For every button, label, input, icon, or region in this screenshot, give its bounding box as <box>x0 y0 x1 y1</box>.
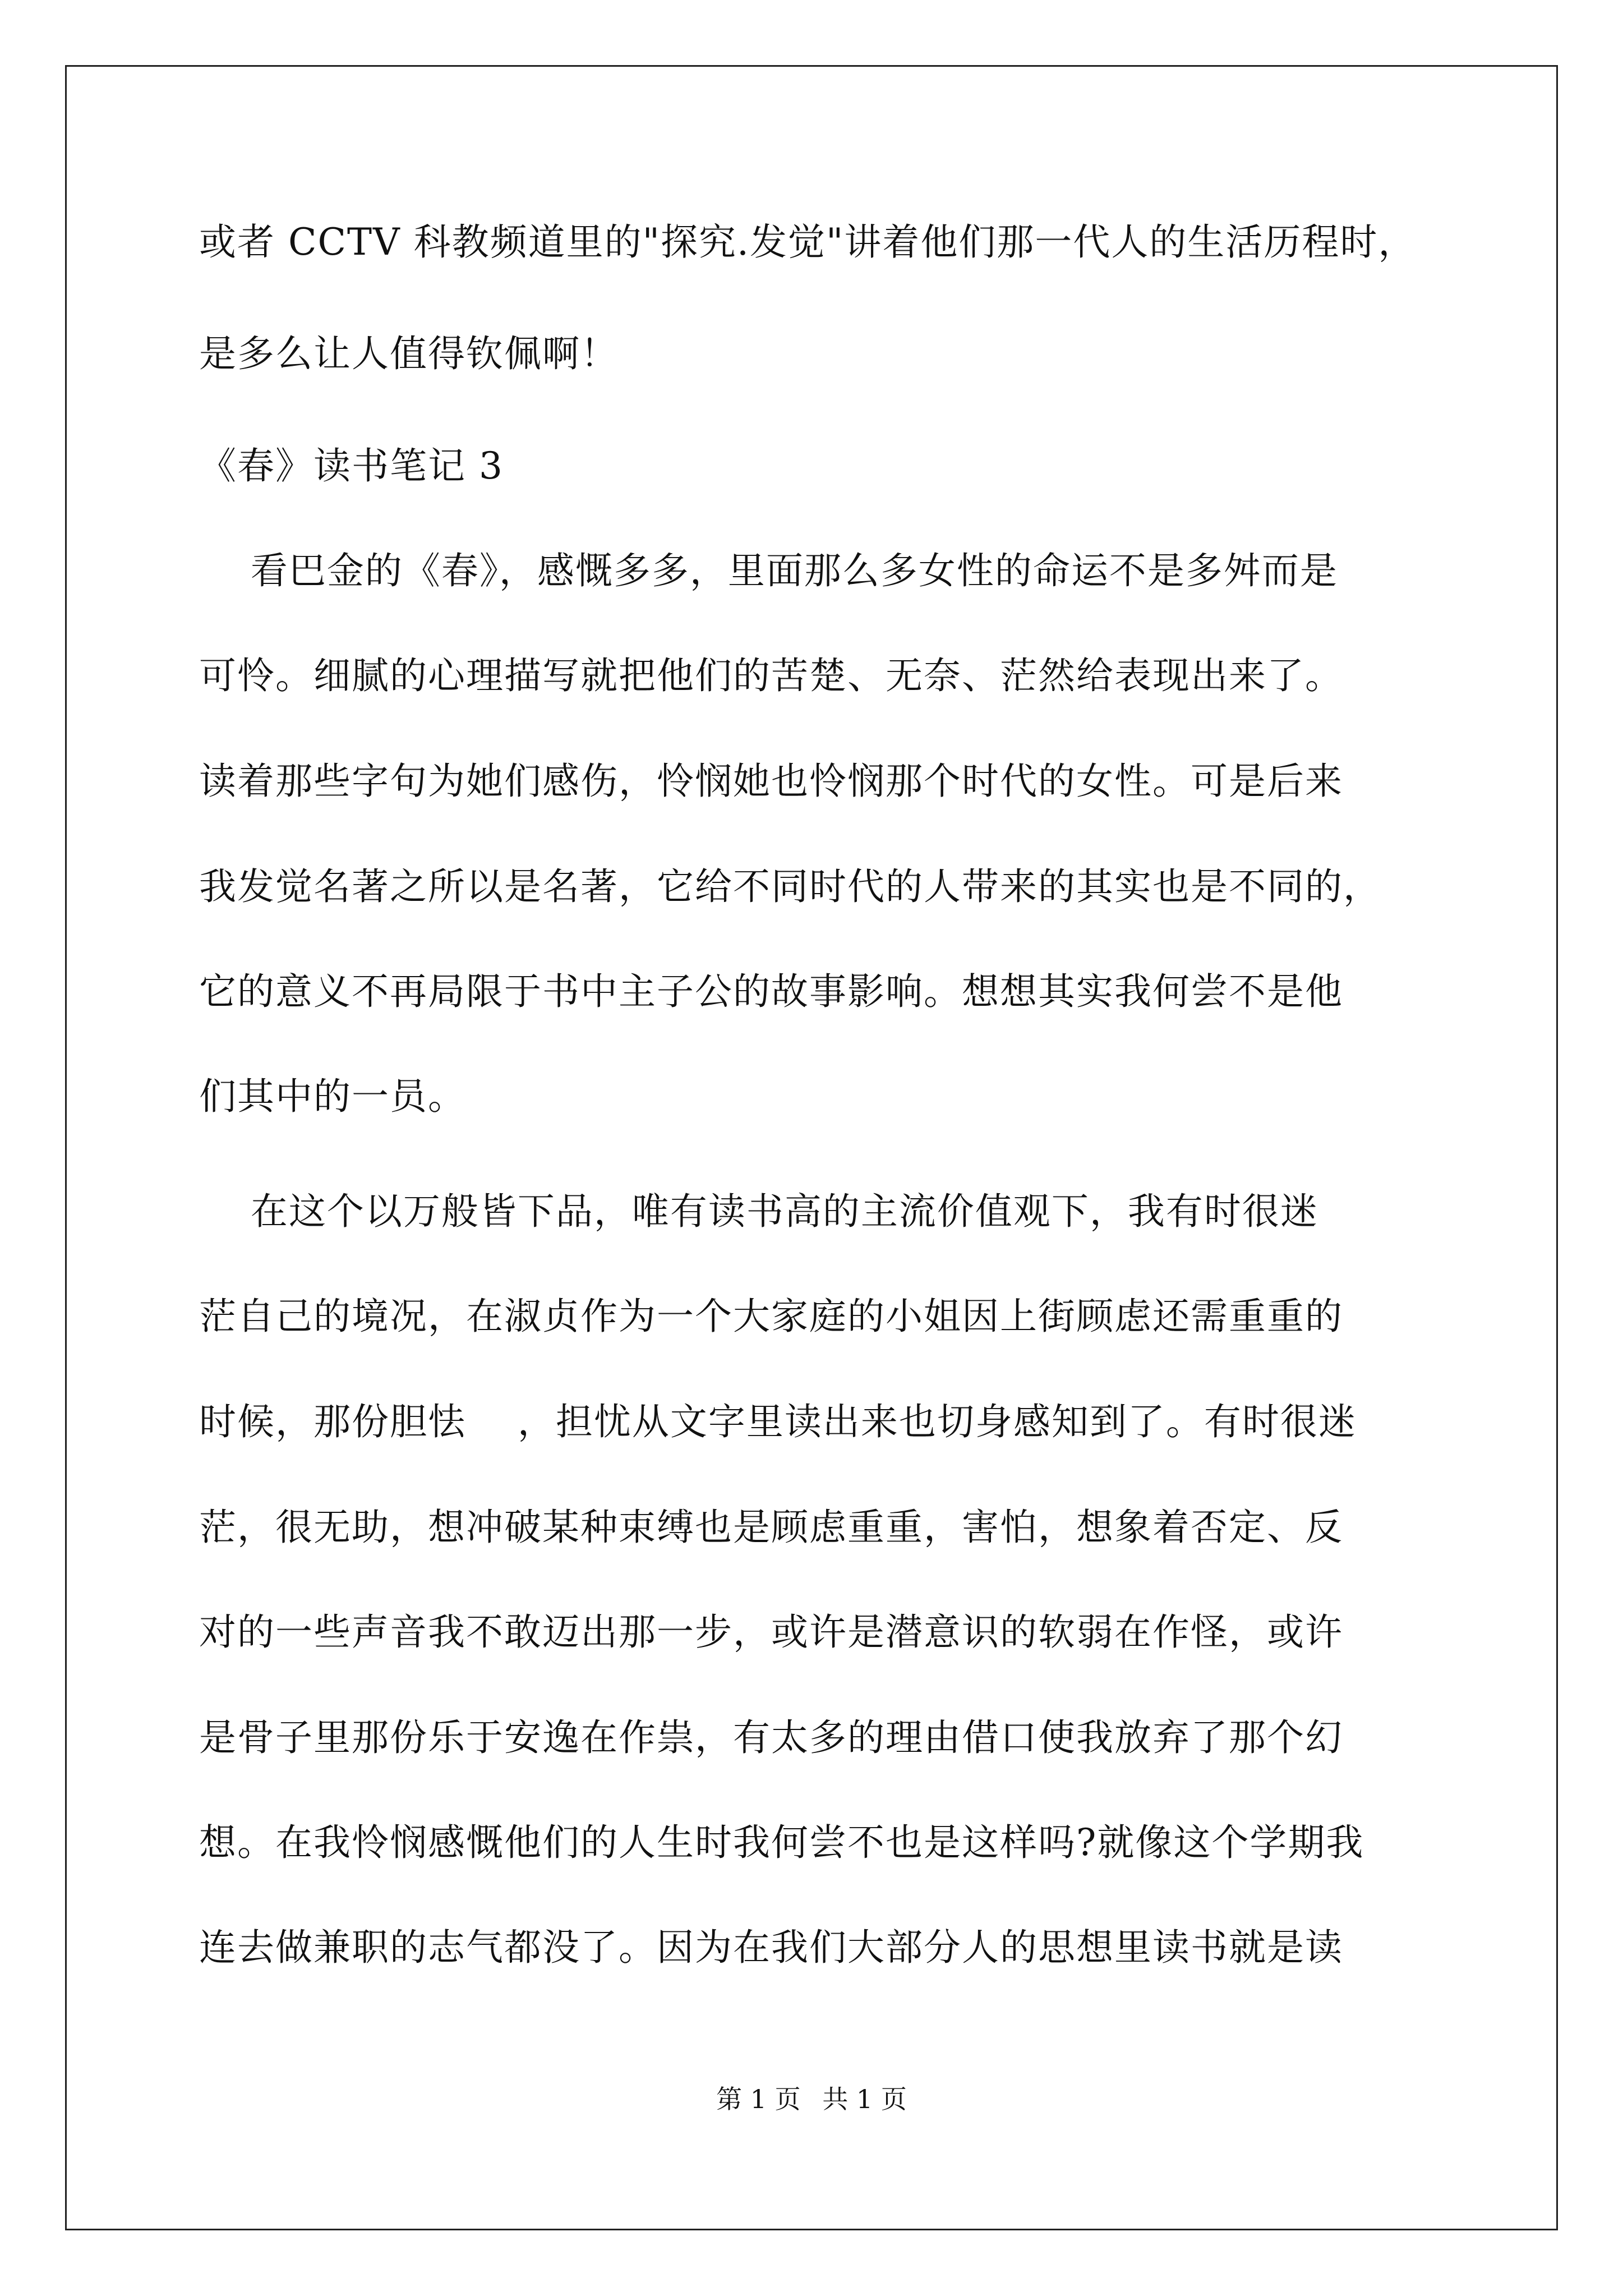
page-border <box>65 65 1558 2230</box>
text-line: 时候，那份胆怯 ，担忧从文字里读出来也切身感知到了。有时很迷 <box>199 1400 1357 1443</box>
text-line: 茫自己的境况，在淑贞作为一个大家庭的小姐因上街顾虑还需重重的 <box>199 1295 1343 1338</box>
text-line: 看巴金的《春》，感慨多多，里面那么多女性的命运不是多舛而是 <box>199 549 1338 592</box>
text-line: 是多么让人值得钦佩啊！ <box>199 332 619 375</box>
text-line: 我发觉名著之所以是名著，它给不同时代的人带来的其实也是不同的， <box>199 865 1381 908</box>
text-line: 茫，很无助，想冲破某种束缚也是顾虑重重，害怕，想象着否定、反 <box>199 1506 1343 1549</box>
text-line: 对的一些声音我不敢迈出那一步，或许是潜意识的软弱在作怪，或许 <box>199 1611 1343 1654</box>
page-footer <box>0 2082 1623 2116</box>
text-line: 或者 CCTV 科教频道里的"探究.发觉"讲着他们那一代人的生活历程时， <box>199 220 1417 264</box>
page-number: 第 1 页 <box>716 2084 801 2114</box>
text-line: 读着那些字句为她们感伤，怜悯她也怜悯那个时代的女性。可是后来 <box>199 760 1343 803</box>
text-line: 是骨子里那份乐于安逸在作祟，有太多的理由借口使我放弃了那个幻 <box>199 1716 1343 1759</box>
text-line: 们其中的一员。 <box>199 1075 466 1118</box>
text-line: 想。在我怜悯感慨他们的人生时我何尝不也是这样吗?就像这个学期我 <box>199 1821 1364 1864</box>
text-line: 在这个以万般皆下品，唯有读书高的主流价值观下，我有时很迷 <box>199 1190 1318 1233</box>
section-heading: 《春》读书笔记 3 <box>199 444 504 487</box>
text-line: 连去做兼职的志气都没了。因为在我们大部分人的思想里读书就是读 <box>199 1926 1343 1969</box>
page-total: 共 1 页 <box>822 2084 907 2114</box>
text-line: 它的意义不再局限于书中主子公的故事影响。想想其实我何尝不是他 <box>199 970 1343 1013</box>
text-line: 可怜。细腻的心理描写就把他们的苦楚、无奈、茫然给表现出来了。 <box>199 654 1343 697</box>
